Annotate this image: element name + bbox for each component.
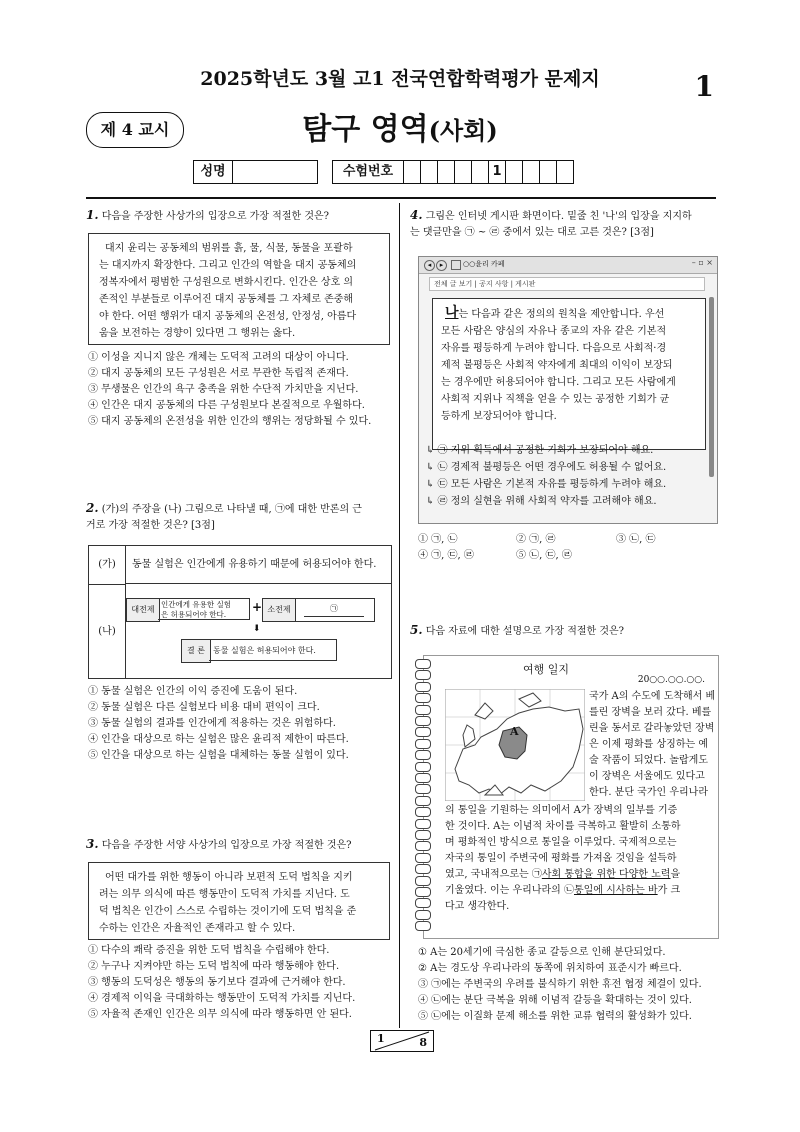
comment[interactable]: ↳ ㉣ 정의 실현을 위해 사회적 약자를 고려해야 해요.: [426, 496, 657, 507]
answer-choice[interactable]: ⑤ 인간을 대상으로 하는 실험을 대체하는 동물 실험이 있다.: [88, 750, 349, 761]
diary-line: 며 평화적인 방식으로 통일을 이루었다. 국제적으로는: [445, 837, 677, 848]
name-label: 성명: [193, 160, 233, 184]
question-1-stem: [86, 207, 391, 225]
spiral-ring: [415, 682, 431, 692]
footer-total: 8: [419, 1036, 427, 1049]
major-premise-label: 대전제: [126, 598, 160, 622]
na-label: (나): [89, 585, 126, 678]
diary-title: 여행 일지: [523, 663, 570, 676]
map-label-a: A: [510, 725, 519, 738]
diary-date: 20○○.○○.○○.: [637, 675, 705, 685]
spiral-ring: [415, 830, 431, 840]
question-text: 는 댓글만을 ㉠ ~ ㉣ 중에서 있는 대로 고른 것은? [3점]: [410, 227, 654, 238]
answer-choice[interactable]: ⑤ 자율적 존재인 인간은 의무 의식에 따라 행동하면 안 된다.: [88, 1009, 352, 1020]
post-line: 등하게 보장되어야 합니다.: [441, 411, 557, 422]
question-2-stem: [86, 500, 391, 534]
answer-choice[interactable]: ① 동물 실험은 인간의 이익 증진에 도움이 된다.: [88, 686, 298, 697]
spiral-ring: [415, 887, 431, 897]
exam-number-digit: 1: [489, 160, 506, 184]
exam-title: 2025학년도 3월 고1 전국연합학력평가 문제지: [200, 68, 600, 90]
exam-number-cell[interactable]: [540, 160, 557, 184]
underlined-phrase-b: 통일에 시사하는 바: [573, 885, 658, 896]
europe-map: [445, 689, 585, 801]
window-controls-icon[interactable]: – ▫ ×: [691, 258, 713, 267]
answer-choice[interactable]: ① 다수의 쾌락 증진을 위한 도덕 법칙을 수립해야 한다.: [88, 945, 330, 956]
question-number: 2.: [86, 501, 99, 515]
major-premise-line: 인간에게 유용한 실험: [161, 600, 231, 609]
exam-number-label: 수험번호: [332, 160, 404, 184]
exam-number-cell[interactable]: [455, 160, 472, 184]
diary-text: 을: [670, 869, 681, 880]
major-premise-text: [158, 598, 250, 620]
question-number: 1.: [86, 208, 99, 222]
answer-choice[interactable]: ① 이성을 지니지 않은 개체는 도덕적 고려의 대상이 아니다.: [88, 352, 349, 363]
spiral-ring: [415, 693, 431, 703]
post-lead-word: 나: [445, 305, 459, 321]
diary-line: 은 이제 평화를 상징하는 예: [589, 739, 708, 750]
travel-diary: [415, 655, 717, 937]
question-text: 그림은 인터넷 게시판 화면이다. 밑줄 친 '나'의 입장을 지지하: [425, 211, 692, 222]
question-2-choices: [88, 684, 349, 764]
spiral-ring: [415, 853, 431, 863]
spiral-ring: [415, 784, 431, 794]
answer-choice[interactable]: ② 동물 실험은 다른 실험보다 비용 대비 편익이 크다.: [88, 702, 320, 713]
spiral-ring: [415, 864, 431, 874]
answer-choice[interactable]: ② 누구나 지켜야만 하는 도덕 법칙에 따라 행동해야 한다.: [88, 961, 340, 972]
spiral-ring: [415, 727, 431, 737]
passage-line: 야 한다. 어떤 행위가 대지 공동체의 온전성, 안정성, 아름다: [99, 311, 357, 322]
passage-line: 려는 의무 의식에 따른 행동만이 도덕적 가치를 지닌다. 도: [99, 889, 350, 900]
question-2-table: [88, 545, 392, 679]
exam-number-cell[interactable]: [523, 160, 540, 184]
exam-number-cell[interactable]: [438, 160, 455, 184]
answer-choice[interactable]: ④ ㉡에는 분단 극복을 위해 이념적 갈등을 확대하는 것이 있다.: [418, 995, 692, 1006]
passage-line: 덕 법칙은 인간이 스스로 수립하는 것이기에 도덕 법칙을 준: [99, 906, 357, 917]
spiral-ring: [415, 739, 431, 749]
question-text: 거로 가장 적절한 것은? [3점]: [86, 520, 215, 531]
spiral-ring: [415, 841, 431, 851]
scrollbar[interactable]: [709, 297, 714, 477]
question-1-choices: [88, 350, 371, 430]
exam-number-cell[interactable]: [421, 160, 438, 184]
spiral-ring: [415, 807, 431, 817]
answer-choice[interactable]: ① A는 20세기에 극심한 종교 갈등으로 인해 분단되었다.: [418, 947, 666, 958]
browser-titlebar: [419, 257, 717, 274]
conclusion-label: 결 론: [181, 639, 211, 663]
spiral-ring: [415, 659, 431, 669]
footer-page: 1: [377, 1032, 385, 1045]
spiral-ring: [415, 716, 431, 726]
diary-line: 한 것이다. A는 이념적 차이를 극복하고 활발히 소통하: [445, 821, 681, 832]
spiral-ring: [415, 921, 431, 931]
diary-line: 국가 A의 수도에 도착해서 베: [589, 691, 716, 702]
question-text: 다음을 주장한 서양 사상가의 입장으로 가장 적절한 것은?: [101, 840, 352, 851]
diary-line: 자국의 통일이 주변국에 평화를 가져올 것임을 설득하: [445, 853, 677, 864]
plus-sign: +: [252, 600, 263, 614]
question-text: 다음을 주장한 사상가의 입장으로 가장 적절한 것은?: [101, 211, 330, 222]
diary-line: 린을 동서로 갈라놓았던 장벽: [589, 723, 715, 734]
question-number: 3.: [86, 837, 99, 851]
diary-line: 다고 생각한다.: [445, 901, 510, 912]
minor-premise-blank: [294, 598, 375, 622]
page-footer: [370, 1030, 434, 1052]
post-line: 사회적 지위나 직책을 얻을 수 있는 공정한 기회가 균: [441, 394, 670, 405]
question-4-stem: [410, 207, 720, 241]
subject-main: 탐구 영역: [302, 112, 429, 147]
exam-number-cell[interactable]: [472, 160, 489, 184]
answer-choice[interactable]: ④ 경제적 이익을 극대화하는 행동만이 도덕적 가치를 지닌다.: [88, 993, 356, 1004]
board-post: [432, 298, 706, 450]
spiral-ring: [415, 876, 431, 886]
answer-choice[interactable]: ③ ㉠에는 주변국의 우려를 불식하기 위한 휴전 협정 체결이 있다.: [418, 979, 702, 990]
diary-line: 술 작품이 되었다. 놀랍게도: [589, 755, 708, 766]
answer-choice[interactable]: ③ 무생물은 인간의 욕구 충족을 위한 수단적 가치만을 지닌다.: [88, 384, 359, 395]
page-icon: [451, 260, 461, 270]
question-3-passage: [88, 862, 390, 940]
column-divider: [399, 203, 400, 1028]
question-4-choices: [418, 532, 718, 564]
diary-line: [445, 883, 681, 899]
spiral-ring: [415, 762, 431, 772]
name-field[interactable]: [233, 160, 318, 184]
question-text: 다음 자료에 대한 설명으로 가장 적절한 것은?: [425, 626, 625, 637]
diary-full-text: [445, 803, 681, 915]
passage-line: 어떤 대가를 위한 행동이 아니라 보편적 도덕 법칙을 지키: [105, 872, 353, 883]
answer-choice[interactable]: ① ㉠, ㉡: [418, 534, 458, 545]
spiral-ring: [415, 898, 431, 908]
answer-choice[interactable]: ⑤ 대지 공동체의 온전성을 위한 인간의 행위는 정당화될 수 있다.: [88, 416, 372, 427]
answer-choice[interactable]: ④ 인간을 대상으로 하는 실험은 많은 윤리적 제한이 따른다.: [88, 734, 349, 745]
answer-choice[interactable]: ② A는 경도상 우리나라의 동쪽에 위치하여 표준시가 빠르다.: [418, 963, 682, 974]
ga-label: (가): [89, 546, 126, 585]
exam-number-cell[interactable]: [506, 160, 523, 184]
passage-line: 는 대지까지 확장한다. 그리고 인간의 역할을 대지 공동체의: [99, 260, 357, 271]
spiral-ring: [415, 750, 431, 760]
diary-text: 였고, 국내적으로는 ㉠: [445, 869, 542, 880]
post-line: 모든 사람은 양심의 자유나 종교의 자유 같은 기본적: [441, 326, 667, 337]
spiral-ring: [415, 670, 431, 680]
answer-choice[interactable]: ② ㉠, ㉣: [516, 534, 556, 545]
comment[interactable]: ↳ ㉢ 모든 사람은 기본적 자유를 평등하게 누려야 해요.: [426, 479, 667, 490]
spiral-ring: [415, 819, 431, 829]
conclusion-text: 동물 실험은 허용되어야 한다.: [209, 639, 337, 661]
passage-line: 움을 보전하는 경향이 있다면 그 행위는 옳다.: [99, 328, 296, 339]
diary-line: 이 장벽은 서울에도 있다고: [589, 771, 705, 782]
comment[interactable]: ↳ ㉠ 지위 획득에서 공정한 기회가 보장되어야 해요.: [426, 445, 654, 456]
diary-line: 의 통일을 기원하는 의미에서 A가 장벽의 일부를 기증: [445, 805, 678, 816]
question-1-passage: [88, 233, 390, 345]
period-badge: 제 4 교시: [86, 112, 184, 148]
spiral-ring: [415, 773, 431, 783]
spiral-ring: [415, 705, 431, 715]
diary-text: 기울였다. 이는 우리나라의 ㉡: [445, 885, 574, 896]
passage-line: 정복자에서 평범한 구성원으로 변화시킨다. 인간은 상호 의: [99, 277, 354, 288]
passage-line: 대지 윤리는 공동체의 범위를 흙, 물, 식물, 동물을 포괄하: [105, 243, 353, 254]
page-number: 1: [694, 70, 714, 103]
major-premise-line: 은 허용되어야 한다.: [161, 610, 227, 619]
exam-number-cell[interactable]: [404, 160, 421, 184]
question-text: (가)의 주장을 (나) 그림으로 나타낼 때, ㉠에 대한 반론의 근: [101, 504, 362, 515]
question-5-choices: [418, 945, 702, 1025]
post-line: 자유를 평등하게 누려야 합니다. 다음으로 사회적·경: [441, 343, 667, 354]
passage-line: 수하는 인간은 자율적인 존재라고 할 수 있다.: [99, 923, 296, 934]
subject-paren: (사회): [428, 116, 498, 145]
spiral-ring: [415, 796, 431, 806]
minor-premise-label: 소전제: [262, 598, 296, 622]
exam-number-cell[interactable]: [557, 160, 574, 184]
blank-mark: ㉠: [304, 602, 364, 617]
underlined-phrase-a: 사회 통합을 위한 다양한 노력: [541, 869, 671, 880]
diary-side-text: [589, 689, 715, 801]
spiral-ring: [415, 910, 431, 920]
post-line: 제적 불평등은 사회적 약자에게 최대의 이익이 보장되: [441, 360, 673, 371]
header-rule: [86, 197, 716, 199]
answer-choice[interactable]: ③ 동물 실험의 결과를 인간에게 적용하는 것은 위험하다.: [88, 718, 336, 729]
answer-choice[interactable]: ③ 행동의 도덕성은 행동의 동기보다 결과에 근거해야 한다.: [88, 977, 346, 988]
diary-line: 한다. 분단 국가인 우리나라: [589, 787, 708, 798]
question-3-choices: [88, 943, 355, 1023]
answer-choice[interactable]: ④ ㉠, ㉢, ㉣: [418, 550, 474, 561]
question-5-stem: [410, 622, 720, 640]
ga-claim: 동물 실험은 인간에게 유용하기 때문에 허용되어야 한다.: [126, 546, 391, 584]
answer-choice[interactable]: ④ 인간은 대지 공동체의 다른 구성원보다 본질적으로 우월하다.: [88, 400, 365, 411]
post-line: 는 경우에만 허용되어야 합니다. 그리고 모든 사람에게: [441, 377, 676, 388]
answer-choice[interactable]: ⑤ ㉡, ㉢, ㉣: [516, 550, 572, 561]
diary-line: [445, 867, 681, 883]
diary-text: 가 크: [657, 885, 681, 896]
post-line: 는 다음과 같은 정의의 원칙을 제안합니다. 우선: [458, 309, 665, 320]
question-number: 5.: [410, 623, 423, 637]
subject-title: [0, 104, 800, 148]
question-number: 4.: [410, 208, 423, 222]
back-icon[interactable]: ◂: [424, 260, 435, 271]
diary-line: 를린 장벽을 보러 갔다. 베를: [589, 707, 712, 718]
student-info-row: [193, 160, 574, 184]
comment-list: [426, 442, 666, 510]
answer-choice[interactable]: ⑤ ㉡에는 이질화 문제 해소를 위한 교류 협력의 활성화가 있다.: [418, 1011, 692, 1022]
question-3-stem: [86, 836, 391, 854]
answer-choice[interactable]: ② 대지 공동체의 모든 구성원은 서로 무관한 독립적 존재다.: [88, 368, 349, 379]
board-nav[interactable]: 전체 글 보기 | 공지 사항 | 게시판: [429, 277, 705, 291]
tab-title[interactable]: ○○윤리 카페: [463, 260, 505, 268]
passage-line: 존적인 부분들로 이루어진 대지 공동체를 그 자체로 존중해: [99, 294, 354, 305]
answer-choice[interactable]: ③ ㉡, ㉢: [616, 534, 656, 545]
forward-icon[interactable]: ▸: [436, 260, 447, 271]
down-arrow-icon: ⬇: [253, 624, 261, 634]
comment[interactable]: ↳ ㉡ 경제적 불평등은 어떤 경우에도 허용될 수 없어요.: [426, 462, 667, 473]
